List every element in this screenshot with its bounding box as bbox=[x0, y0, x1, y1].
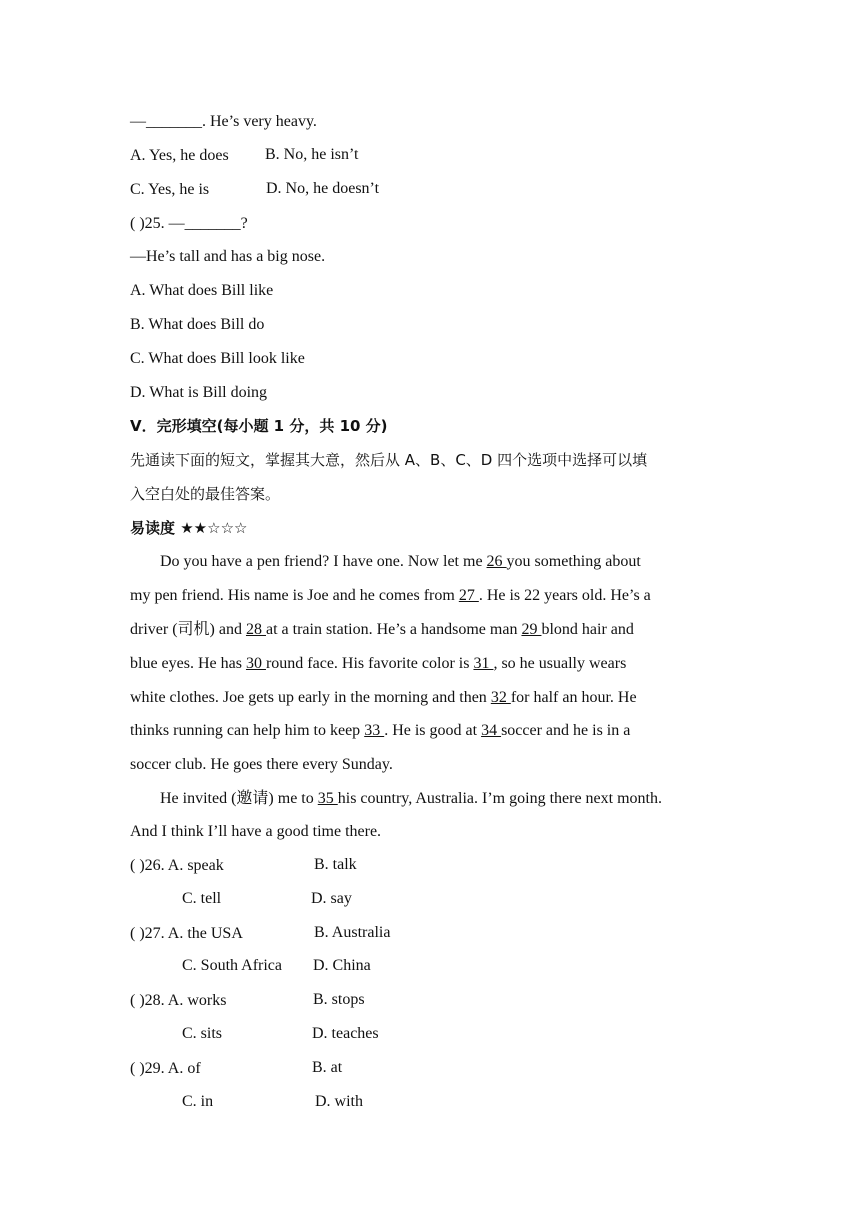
q26-option-b: B. talk bbox=[314, 856, 357, 873]
passage-text: you something about bbox=[506, 553, 641, 570]
blank-33: 33 bbox=[364, 722, 385, 739]
passage-line-4 bbox=[130, 654, 626, 674]
passage-text: soccer club. He goes there every Sunday. bbox=[130, 756, 393, 773]
passage-line-6 bbox=[130, 721, 630, 741]
passage-text: at a train station. He’s a handsome man bbox=[265, 621, 522, 638]
q29-option-c: C. in bbox=[182, 1093, 214, 1110]
q25-option-a: A. What does Bill like bbox=[130, 282, 274, 299]
blank-32: 32 bbox=[490, 689, 511, 706]
q28-option-c: C. sits bbox=[182, 1025, 223, 1042]
passage-text: my pen friend. His name is Joe and he comes from bbox=[130, 587, 459, 604]
passage-text: round face. His favorite color is bbox=[265, 655, 474, 672]
q24-option-b: B. No, he isn’t bbox=[265, 146, 359, 163]
passage-text: . He is good at bbox=[384, 722, 482, 739]
q24-option-c: C. Yes, he is bbox=[130, 181, 210, 198]
q25-option-d: D. What is Bill doing bbox=[130, 384, 268, 401]
passage-line-1 bbox=[160, 552, 641, 572]
passage-line-2 bbox=[130, 586, 651, 606]
passage-text: driver (司机) and bbox=[130, 621, 246, 638]
passage-line-3 bbox=[130, 620, 634, 640]
blank-31: 31 bbox=[473, 655, 494, 672]
q26-option-c: C. tell bbox=[182, 890, 222, 907]
passage-line-7 bbox=[130, 755, 393, 775]
passage-text: white clothes. Joe gets up early in the morning and then bbox=[130, 689, 491, 706]
q27-option-c: C. South Africa bbox=[182, 957, 282, 974]
passage-text: his country, Australia. I’m going there next month. bbox=[337, 790, 662, 807]
passage-text: He invited (邀请) me to bbox=[160, 790, 318, 807]
q29-option-d: D. with bbox=[315, 1093, 363, 1110]
q24-option-d: D. No, he doesn’t bbox=[266, 180, 380, 197]
blank-34: 34 bbox=[481, 722, 502, 739]
passage-line-5 bbox=[130, 688, 637, 708]
q29-stem: ( )29. A. of bbox=[130, 1060, 201, 1077]
blank-26: 26 bbox=[486, 553, 507, 570]
passage-text: for half an hour. He bbox=[510, 689, 637, 706]
passage-text: . He is 22 years old. He’s a bbox=[478, 587, 651, 604]
q29-option-b: B. at bbox=[312, 1059, 343, 1076]
q28-option-b: B. stops bbox=[313, 991, 365, 1008]
blank-30: 30 bbox=[245, 655, 266, 672]
q27-option-b: B. Australia bbox=[314, 924, 391, 941]
passage-text: , so he usually wears bbox=[493, 655, 627, 672]
difficulty-rating: 易读度 ★★☆☆☆ bbox=[130, 519, 248, 537]
passage-text: thinks running can help him to keep bbox=[130, 722, 365, 739]
instruction-line-2: 入空白处的最佳答案。 bbox=[130, 485, 281, 503]
q25-response: —He’s tall and has a big nose. bbox=[130, 248, 326, 265]
passage-text: And I think I’ll have a good time there. bbox=[130, 823, 382, 840]
q24-answer-line: —_______. He’s very heavy. bbox=[130, 113, 317, 130]
q28-stem: ( )28. A. works bbox=[130, 992, 227, 1009]
passage-text: soccer and he is in a bbox=[501, 722, 631, 739]
q27-option-d: D. China bbox=[313, 957, 371, 974]
passage-line-9 bbox=[130, 822, 381, 842]
q25-option-c: C. What does Bill look like bbox=[130, 350, 305, 367]
passage-text: Do you have a pen friend? I have one. Now let me bbox=[160, 553, 487, 570]
q26-stem: ( )26. A. speak bbox=[130, 857, 224, 874]
instruction-line-1: 先通读下面的短文，掌握其大意，然后从 A、B、C、D 四个选项中选择可以填 bbox=[130, 451, 648, 469]
passage-text: blond hair and bbox=[541, 621, 634, 638]
blank-28: 28 bbox=[245, 621, 266, 638]
q26-option-d: D. say bbox=[311, 890, 352, 907]
q27-stem: ( )27. A. the USA bbox=[130, 925, 243, 942]
blank-35: 35 bbox=[317, 790, 338, 807]
blank-27: 27 bbox=[458, 587, 479, 604]
passage-line-8 bbox=[160, 789, 662, 809]
q28-option-d: D. teaches bbox=[312, 1025, 379, 1042]
q25-option-b: B. What does Bill do bbox=[130, 316, 265, 333]
blank-29: 29 bbox=[521, 621, 542, 638]
section-heading: V．完形填空(每小题 1 分，共 10 分) bbox=[130, 417, 388, 435]
q25-stem: ( )25. —_______? bbox=[130, 215, 248, 232]
q24-option-a: A. Yes, he does bbox=[130, 147, 229, 164]
passage-text: blue eyes. He has bbox=[130, 655, 246, 672]
